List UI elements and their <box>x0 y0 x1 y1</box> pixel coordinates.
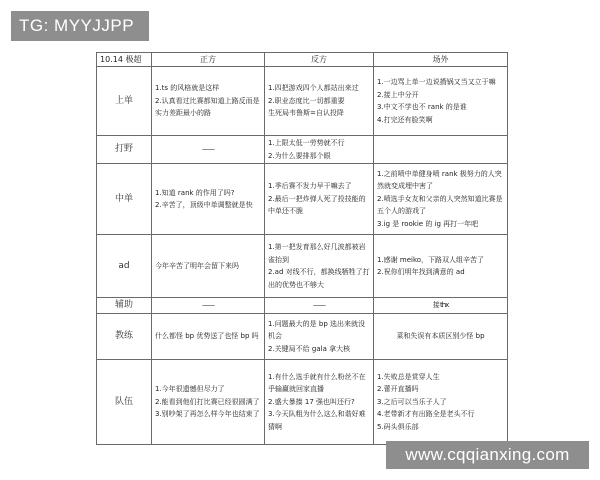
table-row <box>97 164 508 235</box>
cell-outside <box>374 360 508 445</box>
cell-pro <box>152 164 265 235</box>
cell-line: 2.ad 对线不行，都换线牺牲了打出的优势也不够大 <box>268 268 370 289</box>
cell-line: 1.今年很遗憾但尽力了 <box>155 385 225 394</box>
cell-line: —— <box>202 301 214 310</box>
cell-line: 3.今天队粗为什么这么和谐好难猜啊 <box>268 410 366 431</box>
cell-con <box>265 298 374 314</box>
comparison-table <box>96 52 508 445</box>
cell-line: 1.知道 rank 的作用了吗? <box>155 188 235 197</box>
table-row <box>97 314 508 360</box>
cell-line: 1.有什么选手就有什么粉丝不在乎输赢就回家直播 <box>268 372 366 394</box>
cell-line: 2.祝你们明年找到满意的 ad <box>377 268 465 276</box>
cell-line: 菜和失误有本质区别少怪 bp <box>396 332 485 341</box>
cell-con <box>265 164 374 235</box>
row-label-jungle: 打野 <box>97 136 152 164</box>
cell-line: 1.一边骂上单一边说揹锅又当又立于嘛 <box>377 78 496 86</box>
cell-line: 1.ts 的风格就是这样 <box>155 84 220 93</box>
cell-line: 5.码头俱乐部 <box>377 422 419 431</box>
table-row <box>97 235 508 298</box>
cell-line: 3.ig 是 rookie 的 ig 再打一年吧 <box>377 219 479 228</box>
row-label-ad: ad <box>97 235 152 298</box>
cell-line: 2.能看到他们打比赛已经很圆满了 <box>155 397 260 406</box>
cell-line: 2.职业态度比一切都重要 <box>268 96 345 105</box>
cell-line: 2.最后一把炸弹人死了投技能的中单还不脆 <box>268 194 366 216</box>
cell-line: 2.辛苦了，顶级中单调整就是快 <box>155 201 253 209</box>
cell-line: 3.中文不学也不 rank 的是谁 <box>377 103 467 111</box>
cell-line: 1.第一把发育那么好几波都被岩雀抬到 <box>268 243 366 264</box>
cell-line: 接 thx <box>432 301 449 310</box>
table-row <box>97 136 508 164</box>
cell-outside <box>374 235 508 298</box>
column-header-outside: 场外 <box>374 53 508 67</box>
cell-line: 3.别吵架了再怎么样今年也结束了 <box>155 410 260 419</box>
row-label-support: 辅助 <box>97 298 152 314</box>
cell-line: 2.认真看过比赛都知道上路反而是实力差距最小的路 <box>155 96 260 118</box>
cell-line: 4.老带新才有出路全是老头不行 <box>377 410 475 419</box>
cell-line: 2.接上中分开 <box>377 90 419 99</box>
table-corner-label: 10.14 极超 <box>97 53 152 67</box>
cell-line: 1.四把游戏四个人都站出来过 <box>268 84 359 93</box>
cell-line: 2.为什么要排那个眼 <box>268 151 331 160</box>
column-header-con: 反方 <box>265 53 374 67</box>
cell-pro <box>152 314 265 360</box>
table-header-row <box>97 53 508 67</box>
cell-line: —— <box>313 301 325 310</box>
cell-outside <box>374 298 508 314</box>
cell-line: —— <box>202 145 214 154</box>
cell-line: 1.感谢 meiko，下路双人组辛苦了 <box>377 255 485 264</box>
cell-line: 什么都怪 bp 优势送了也怪 bp 吗 <box>155 332 259 341</box>
row-label-top: 上单 <box>97 67 152 136</box>
row-label-coach: 教练 <box>97 314 152 360</box>
column-header-pro: 正方 <box>152 53 265 67</box>
row-label-team: 队伍 <box>97 360 152 445</box>
cell-line: 4.打完还有脸笑啊 <box>377 115 433 124</box>
table-row <box>97 360 508 445</box>
cell-line: 1.问题最大的是 bp 选出来就没机会 <box>268 319 366 341</box>
cell-line: 2.蕾开直播吗 <box>377 385 419 394</box>
cell-pro <box>152 235 265 298</box>
cell-line: 生死局韦鲁斯=自认投降 <box>268 109 344 118</box>
cell-pro <box>152 67 265 136</box>
cell-line: 2.盛大暴揍 17 强也叫还行? <box>268 397 355 406</box>
cell-pro <box>152 298 265 314</box>
cell-line: 1.失败总是赏穿人生 <box>377 372 440 381</box>
cell-line: 今年辛苦了明年会留下来吗 <box>155 261 239 270</box>
cell-con <box>265 360 374 445</box>
cell-line: 2.关键局不给 gala 拿大核 <box>268 344 351 353</box>
cell-con <box>265 314 374 360</box>
cell-line: 2.喷选手女友和父亲的人突然知道比赛是五个人的游戏了 <box>377 194 503 216</box>
table-row <box>97 298 508 314</box>
cell-outside <box>374 136 508 164</box>
cell-outside <box>374 314 508 360</box>
row-label-mid: 中单 <box>97 164 152 235</box>
cell-line: 1.季后赛不发力早干嘛去了 <box>268 182 352 191</box>
cell-con <box>265 136 374 164</box>
cell-outside <box>374 164 508 235</box>
cell-pro <box>152 136 265 164</box>
cell-line: 1.之前喷中单健身喷 rank 极努力的人突然就变成埋中害了 <box>377 169 502 191</box>
cell-outside <box>374 67 508 136</box>
cell-con <box>265 67 374 136</box>
site-watermark: www.cqqianxing.com <box>386 441 589 469</box>
cell-line: 1.上限太低一劳势就不行 <box>268 139 345 147</box>
table-row <box>97 67 508 136</box>
cell-pro <box>152 360 265 445</box>
cell-line: 3.之后可以当乐子人了 <box>377 397 447 406</box>
cell-con <box>265 235 374 298</box>
source-tag: TG: MYYJJPP <box>11 11 149 41</box>
